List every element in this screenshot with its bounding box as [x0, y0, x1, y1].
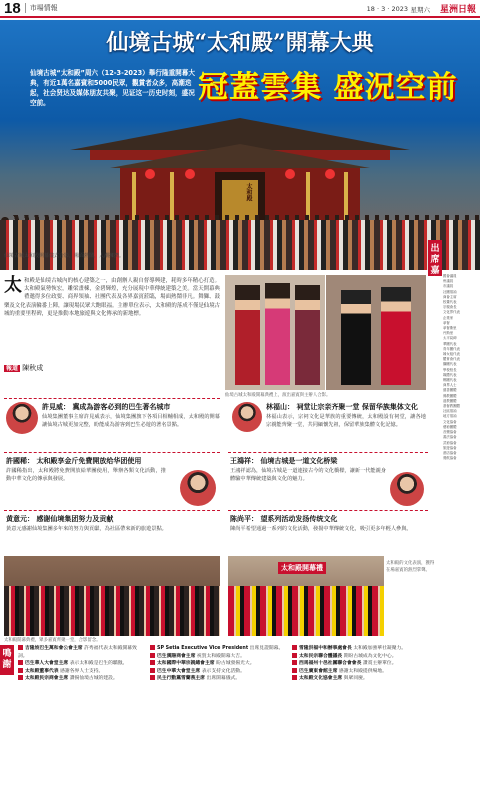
quote-headline: 許見威： 冀成為游客必到的巴生著名城市 [42, 403, 171, 411]
crowd [0, 220, 480, 270]
quote-title: 望系列活动发扬传统文化 [260, 515, 338, 523]
guest-list-item: 鄉團代表 [443, 378, 457, 383]
gate-label: 太和殿開幕禮 [278, 562, 326, 574]
page-header [0, 0, 480, 18]
divider [228, 452, 428, 453]
thanks-column-2: SP Setia Executive Vice President 出席見證開幕。 巴生漢陽商會主席 祝賀太和殿開幕大吉。 太和國際中華宗親總會主席 盼古城發揚光大。 巴生中華大會堂主席 表示支持文化活動。 民主行動黨雪蘭莪主席 出席開幕儀式。 [150, 645, 288, 683]
guest-list-item: 佛教團體 [443, 393, 457, 398]
guest-list-item: 書法協會 [443, 435, 457, 440]
guest-list-item: 丹斯里 [443, 331, 454, 336]
guests-photo [326, 275, 426, 390]
byline-name: 陳秋成 [22, 364, 44, 372]
issue-date: 18 · 3 · 2023 [366, 5, 408, 13]
speaker-avatar [180, 470, 216, 506]
guest-list-item: 校董代表 [443, 300, 457, 305]
guest-list-item: 基督教團體 [443, 404, 460, 409]
speaker-avatar [390, 472, 424, 506]
quote-title: 仙境古城是一道文化桥梁 [260, 457, 338, 465]
guest-list-item: 文化協會 [443, 419, 457, 424]
drop-cap: 太 [4, 275, 22, 296]
temple-illustration [50, 110, 430, 230]
divider [228, 510, 428, 511]
guest-list-item: 青年團代表 [443, 346, 460, 351]
guest-list-item: 旅遊協會 [443, 445, 457, 450]
page-number: 18 [4, 0, 21, 17]
guest-list-item: 文化界代表 [443, 310, 460, 315]
guest-list-item: 獅團代表 [443, 362, 457, 367]
guest-list-item: 市議員 [443, 284, 454, 289]
guest-list-item: 婦女組代表 [443, 352, 460, 357]
quote-body: 王鴻祥認為，仙境古城是一道連接古今的文化橋樑，讓新一代能親身體驗中華傳統建築與文化的魅力。 [230, 468, 386, 482]
guest-list-item: 宗親會長 [443, 305, 457, 310]
quote-headline: 黄意元： 感谢仙境集团努力及贡献 [6, 515, 114, 523]
guest-list-item: 社團領袖 [443, 289, 457, 294]
quote-title: 冀成為游客必到的巴生著名城市 [72, 403, 171, 411]
guest-list-item: 社區領袖 [443, 409, 457, 414]
article-body: 和殿是仙境古城內的核心建築之一，由創辦人親自督導興建，耗時多年精心打造。太和殿氣勢恢宏，雕梁畫棟，金碧輝煌，充分展現中華傳統建築之美。當天開幕典禮邀得多位政要、商界領袖、社團代表及各界嘉賓蒞臨，場面熱鬧非凡。舞獅、鼓樂及文化表演輪番上陣，讓現場民眾大飽眼福。主辦單位表示，太和殿的落成不僅是仙境古城的重要里程碑，更是推動本地旅遊與文化傳承的新地標。 [4, 278, 220, 317]
guest-list-item: 太平局紳 [443, 336, 457, 341]
issue-weekday: 星期六 [410, 6, 430, 14]
lead-paragraph: 仙境古城“太和殿”周六（12-3-2023）舉行隆重開幕大典，有近1萬名嘉賓和5000民眾，觀賞者众多，高潮迭起，社会贤达及媒体朋友共聚，见证这一历史时刻，盛况空前。 [30, 69, 195, 107]
quote-headline: 王鴻祥： 仙境古城是一道文化桥梁 [230, 457, 338, 465]
section-name: 市場情報 [25, 3, 58, 13]
main-article [4, 277, 220, 318]
speaker-name: 陈尚平 [230, 515, 251, 523]
guest-list-item: 商會主席 [443, 294, 457, 299]
speaker-name: 黄意元 [6, 515, 27, 523]
byline-tag: 報道 [6, 365, 19, 372]
guest-list-item: 商界人士 [443, 383, 457, 388]
performers-photo [228, 556, 384, 636]
speaker-name: 許見威 [42, 403, 63, 411]
divider [4, 510, 220, 511]
speaker-avatar [6, 402, 38, 434]
guest-list-item: 酒店協會 [443, 450, 457, 455]
quote-headline: 陈尚平： 望系列活动发扬传统文化 [230, 515, 338, 523]
speaker-name: 王鴻祥 [230, 457, 251, 465]
guest-list-tag: 出席嘉賓 [428, 240, 442, 276]
quote-body: 仙境集團董事主席許見威表示，仙境集團旗下各項目相輔相成，太和殿的開幕讓仙境古城更加完整，盼能成為游客到巴生必遊的著名景點。 [42, 414, 220, 428]
hero-title: 仙境古城“太和殿”開幕大典 [106, 30, 374, 56]
guest-list-item: 媒體代表 [443, 372, 457, 377]
guest-list-item: 企業家 [443, 315, 454, 320]
quote-title: 感谢仙境集团努力及贡献 [36, 515, 114, 523]
hero-photo [0, 20, 480, 270]
thanks-column-3: 雪隆洪福中和辦事處會長 太和殿加強華社凝聚力。 太和民宗聯合體議長 期盼古城成為文化中心。 西馬福州十邑社團聯合會會長 讚賞主辦單位。 巴生廣東會館主席 感謝太和殿提供場地。 太和殿文化協會主席 與眾同慶。 [292, 645, 440, 683]
quote-headline: 林福山： 祠堂让宗亲齐聚一堂 保留华族集体文化 [266, 403, 418, 411]
guest-list-item: 餐飲協會 [443, 456, 457, 461]
quote-body: 許國稀指出，太和殿將免費開放給華團使用，舉辦各類文化活動，推動中華文化的傳承與發展。 [6, 468, 166, 482]
guest-list-item: 地方領袖 [443, 414, 457, 419]
guest-list-item: 藝術團體 [443, 424, 457, 429]
dancers-caption: 仙境古城太和殿開幕典禮上，演出嘉賓與主辦人合影。 [225, 393, 331, 398]
thanks-column-1: 吉隆坡巴生萬和會公會主席 許秀福代表太和殿開幕致詞。 巴生華人大會堂主席 表示太和殿是巴生的驕傲。 太和殿董事代表 感謝各界人士支持。 太和殿民宗商會主席 讚揚仙境古城的建設。 [18, 646, 137, 682]
quote-title: 太和殿享金斤免費開放给华团使用 [36, 457, 142, 465]
quote-headline: 許國稀： 太和殿享金斤免費開放给华团使用 [6, 457, 142, 465]
performers-caption: 太和殿的文化表演，獲得在場嘉賓的熱烈掌聲。 [386, 561, 435, 573]
quote-title: 祠堂让宗亲齐聚一堂 保留华族集体文化 [296, 403, 418, 411]
hero-caption: 仙境古城太和殿開幕儀式合影，場面熱鬧，人潮擁擠。 [4, 253, 125, 259]
guest-list-item: 華團代表 [443, 341, 457, 346]
guest-list-item: 學校校長 [443, 367, 457, 372]
guest-list-item: 慈善團體 [443, 388, 457, 393]
group-photo [4, 556, 220, 636]
guest-list-item: 國會議員 [443, 274, 457, 278]
guest-list-item: 武術協會 [443, 440, 457, 445]
thanks-tag: 鳴謝 [0, 645, 14, 675]
speaker-name: 林福山 [266, 403, 287, 411]
divider [4, 398, 220, 399]
speaker-name: 許國稀 [6, 457, 27, 465]
guest-list-item: 體育會代表 [443, 357, 460, 362]
speaker-avatar [232, 402, 262, 432]
quote-body: 林福山表示，宗祠文化是華族的重要傳統，太和殿設有祠堂，讓各地宗親能齊聚一堂，共同緬懷先祖，保留華族集體文化記憶。 [266, 414, 426, 428]
quote-body: 黃意元感謝仙境集團多年來的努力與貢獻，為社區帶來新的旅遊景點。 [6, 526, 167, 532]
dancers-photo [225, 275, 325, 390]
newspaper-logo: 星洲日報 [439, 5, 476, 15]
group-caption: 太和殿開幕典禮，眾多嘉賓齊聚一堂，合影留念。 [4, 638, 101, 643]
byline [4, 363, 43, 373]
guest-list-item: 拿督斯里 [443, 326, 457, 331]
guest-list-item: 拿督 [443, 320, 450, 325]
quote-body: 陳尚平希望通過一系列的文化活動，發揚中華傳統文化，吸引更多年輕人參與。 [230, 526, 412, 532]
guest-list-item: 州議員 [443, 279, 454, 284]
headline-banner: 冠蓋雲集 盛況空前 [198, 70, 458, 105]
divider [4, 452, 220, 453]
guest-list [443, 274, 479, 749]
temple-plaque: 太和殿 [245, 183, 252, 201]
guest-list-item: 音樂協會 [443, 430, 457, 435]
guest-list-item: 道教團體 [443, 398, 457, 403]
